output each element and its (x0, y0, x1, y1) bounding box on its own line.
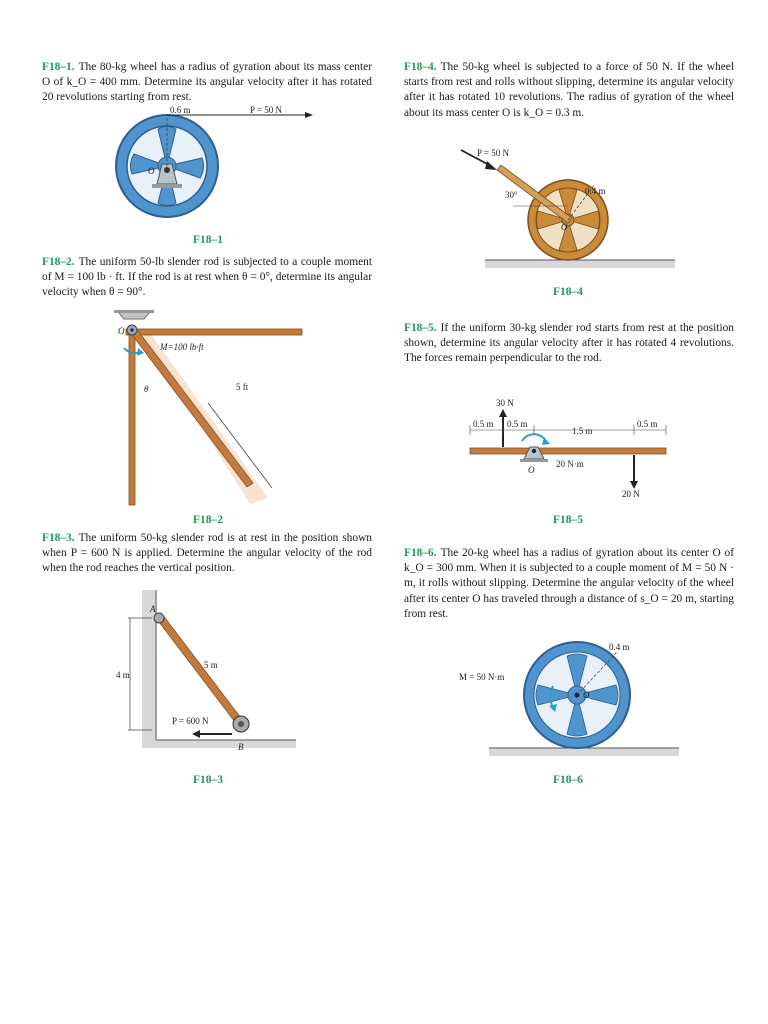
pivot-label: O (528, 465, 535, 475)
point-a-label: A (150, 604, 156, 614)
problem-text: The 80-kg wheel has a radius of gyration about its mass center O of k_O = 400 mm. Determine its angular velocity after it has rotated 20 revolutions starting from rest. (42, 61, 372, 104)
caption-f18-3: F18–3 (192, 774, 224, 786)
figure-f18-3 (112, 590, 302, 760)
caption-f18-2: F18–2 (192, 514, 224, 526)
height-label: 4 m (116, 670, 130, 680)
problem-text: If the uniform 30-kg slender rod starts from rest at the position shown, determine its angular velocity after it has rotated 4 revolutions. The forces remain perpendicular to the rod. (404, 322, 734, 365)
problem-f18-4 (404, 60, 734, 121)
problem-f18-2 (42, 255, 372, 301)
moment-label: 20 N·m (556, 459, 584, 469)
length-label: 5 ft (236, 382, 249, 392)
dim-1-label: 0.5 m (473, 419, 494, 429)
dim-3-label: 1.5 m (572, 426, 593, 436)
figure-f18-1 (100, 102, 340, 230)
center-label: O (583, 690, 590, 700)
caption-f18-6: F18–6 (552, 774, 584, 786)
radius-label: 0.6 m (170, 105, 191, 115)
angle-label: 30° (505, 190, 518, 200)
figure-f18-6 (455, 638, 680, 756)
angle-label: θ (144, 384, 149, 394)
pivot-label: O (118, 326, 125, 336)
figure-f18-5 (466, 395, 671, 505)
length-label: 5 m (204, 660, 218, 670)
problem-text: The uniform 50-kg slender rod is at rest in the position shown when P = 600 N is applied. Determine the angular velocity of the rod when the rod reaches the vertical position. (42, 532, 372, 575)
problem-f18-1 (42, 60, 372, 106)
problem-id: F18–5. (404, 322, 437, 334)
problem-text: The 20-kg wheel has a radius of gyration about its center O of k_O = 300 mm. When it is subjected to a couple moment of M = 50 N · m, it rolls without slipping. Determine the angular velocity of the wheel after its center O has traveled through a distance of s_O = 20 m, starting from rest. (404, 547, 734, 620)
caption-f18-1: F18–1 (192, 234, 224, 246)
caption-f18-4: F18–4 (552, 286, 584, 298)
moment-label: M=100 lb·ft (160, 342, 204, 352)
moment-label: M = 50 N·m (459, 672, 505, 682)
radius-label: 0.4 m (609, 642, 630, 652)
point-b-label: B (238, 742, 244, 752)
force-label: P = 50 N (477, 148, 509, 158)
problem-text: The uniform 50-lb slender rod is subjected to a couple moment of M = 100 lb · ft. If the rod is at rest when θ = 0°, determine its angular velocity when θ = 90°. (42, 256, 372, 299)
figure-f18-2 (100, 308, 310, 508)
problem-text: The 50-kg wheel is subjected to a force of 50 N. If the wheel starts from rest and rolls without slipping, determine its angular velocity after it has rotated 10 revolutions. The radius of gyration of the wheel about its mass center O is k_O = 0.3 m. (404, 61, 734, 119)
force-label: P = 600 N (172, 716, 209, 726)
dim-4-label: 0.5 m (637, 419, 658, 429)
radius-label: 0.4 m (585, 186, 606, 196)
problem-id: F18–2. (42, 256, 75, 268)
caption-f18-5: F18–5 (552, 514, 584, 526)
force-30-label: 30 N (496, 398, 514, 408)
problem-f18-3 (42, 531, 372, 577)
problem-f18-5 (404, 321, 734, 367)
center-label: O (561, 222, 568, 232)
problem-f18-6 (404, 546, 734, 622)
figure-f18-4 (455, 148, 680, 268)
force-label: P = 50 N (250, 105, 282, 115)
dim-2-label: 0.5 m (507, 419, 528, 429)
problem-id: F18–3. (42, 532, 75, 544)
problem-id: F18–6. (404, 547, 437, 559)
problem-id: F18–1. (42, 61, 75, 73)
problem-id: F18–4. (404, 61, 437, 73)
force-20-label: 20 N (622, 489, 640, 499)
center-label: O (148, 166, 155, 176)
